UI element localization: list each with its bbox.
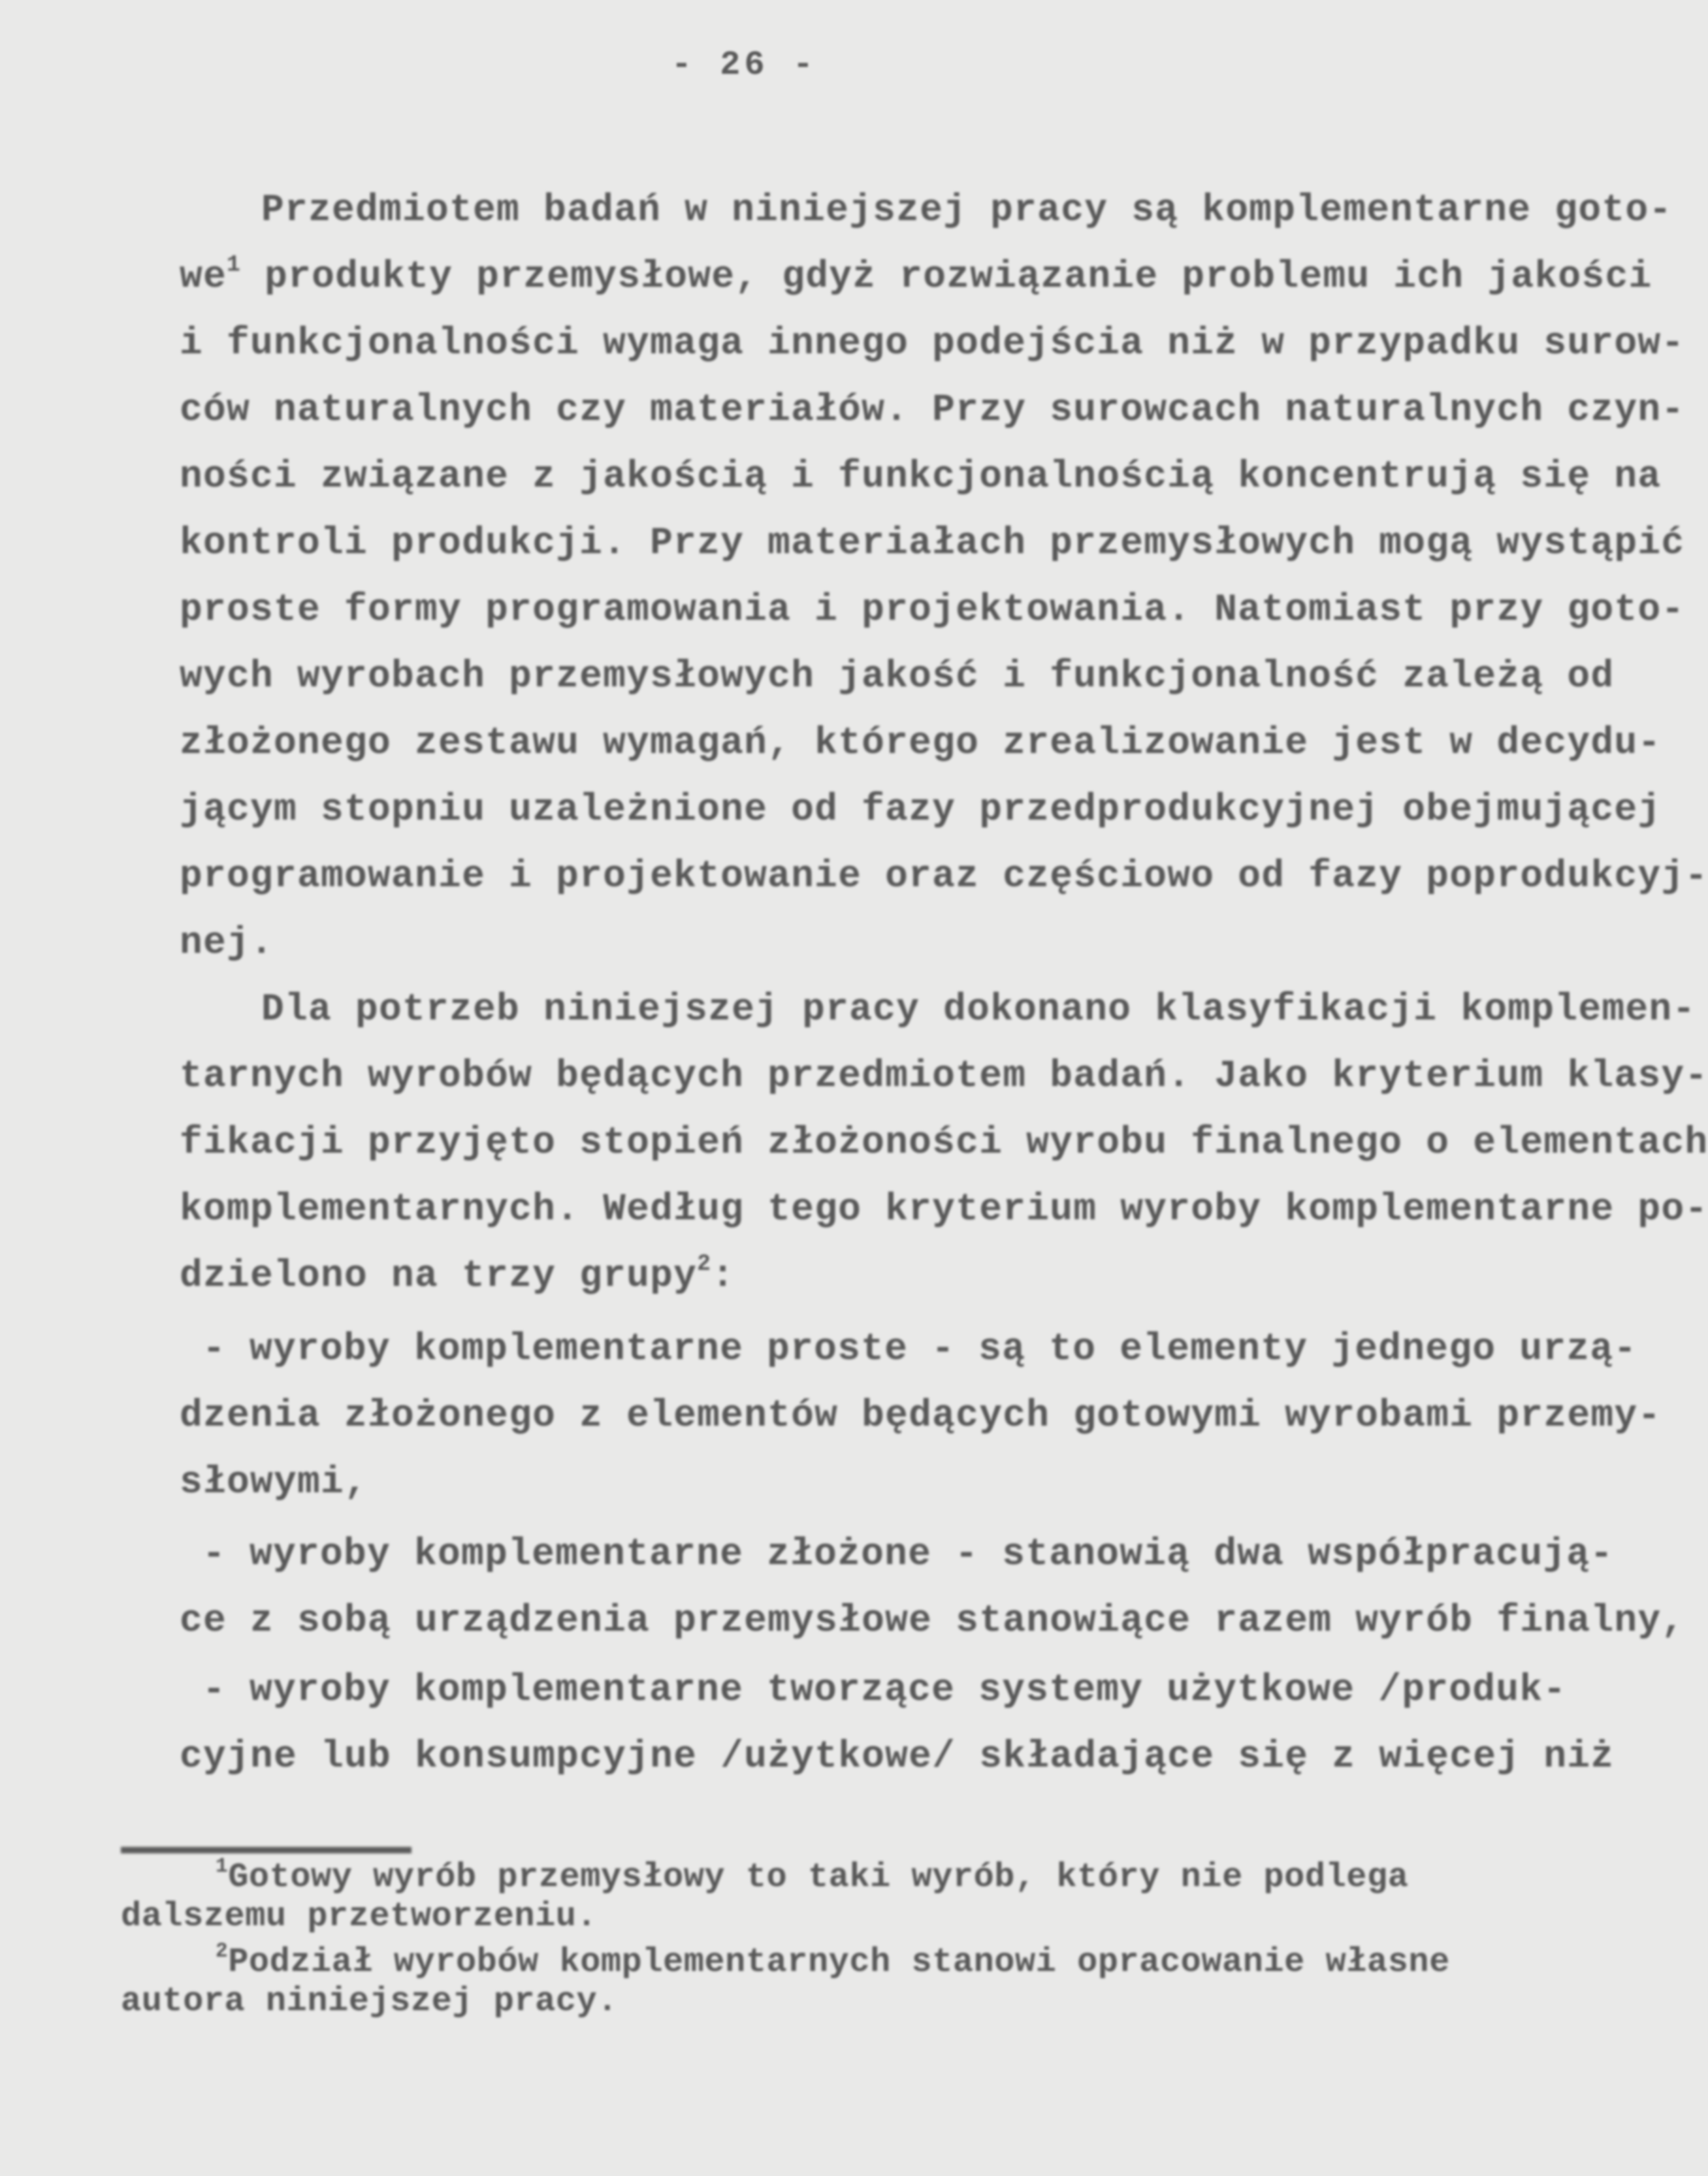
footnote-number: 1 bbox=[216, 1855, 229, 1879]
text-fragment: dzielono na trzy grupy bbox=[180, 1255, 698, 1298]
text-line: nej. bbox=[180, 922, 274, 965]
text-line: dalszemu przetworzeniu. bbox=[121, 1897, 598, 1936]
text-line: programowanie i projektowanie oraz częściowo od fazy poprodukcyj- bbox=[180, 856, 1708, 898]
text-line: cyjne lub konsumpcyjne /użytkowe/ składające się z więcej niż bbox=[180, 1736, 1615, 1778]
text-line: Dla potrzeb niniejszej pracy dokonano klasyfikacji komplemen- bbox=[261, 989, 1696, 1031]
text-line bbox=[216, 1855, 1409, 1896]
text-fragment: produkty przemysłowe, gdyż rozwiązanie problemu ich jakości bbox=[241, 256, 1652, 298]
text-line: komplementarnych. Według tego kryterium wyroby komplementarne po- bbox=[180, 1189, 1708, 1231]
text-line: tarnych wyrobów będących przedmiotem badań. Jako kryterium klasy- bbox=[180, 1055, 1708, 1098]
text-line: jącym stopniu uzależnione od fazy przedprodukcyjnej obejmującej bbox=[180, 789, 1662, 831]
text-line: fikacji przyjęto stopień złożoności wyrobu finalnego o elementach bbox=[180, 1122, 1708, 1164]
text-line: ności związane z jakością i funkcjonalnością koncentrują się na bbox=[180, 456, 1662, 498]
text-line: ców naturalnych czy materiałów. Przy surowcach naturalnych czyn- bbox=[180, 389, 1685, 432]
text-fragment: Gotowy wyrób przemysłowy to taki wyrób, który nie podlega bbox=[228, 1858, 1409, 1896]
text-line bbox=[180, 252, 1652, 298]
text-line: proste formy programowania i projektowania. Natomiast przy goto- bbox=[180, 589, 1685, 632]
text-line: dzenia złożonego z elementów będących gotowymi wyrobami przemy- bbox=[180, 1395, 1662, 1437]
text-line: ce z sobą urządzenia przemysłowe stanowiące razem wyrób finalny, bbox=[180, 1600, 1685, 1642]
text-line: Przedmiotem badań w niniejszej pracy są komplementarne goto- bbox=[261, 189, 1673, 232]
footnote-marker-2: 2 bbox=[697, 1251, 712, 1277]
text-line: złożonego zestawu wymagań, którego zrealizowanie jest w decydu- bbox=[180, 722, 1662, 765]
text-line: - wyroby komplementarne proste - są to elementy jednego urzą- bbox=[202, 1328, 1637, 1371]
text-line: i funkcjonalności wymaga innego podejścia niż w przypadku surow- bbox=[180, 323, 1685, 365]
text-line: autora niniejszej pracy. bbox=[121, 1982, 618, 2021]
text-line: - wyroby komplementarne złożone - stanowią dwa współpracują- bbox=[202, 1533, 1614, 1576]
footnote-marker-1: 1 bbox=[227, 252, 242, 278]
text-line bbox=[180, 1251, 735, 1298]
text-fragment: : bbox=[711, 1255, 735, 1298]
page-number: - 26 - bbox=[671, 46, 818, 84]
text-line: wych wyrobach przemysłowych jakość i funkcjonalność zależą od bbox=[180, 656, 1615, 698]
footnote-separator bbox=[121, 1847, 411, 1853]
text-line: słowymi, bbox=[180, 1462, 368, 1504]
text-line: kontroli produkcji. Przy materiałach przemysłowych mogą wystąpić bbox=[180, 522, 1685, 565]
text-line: - wyroby komplementarne tworzące systemy użytkowe /produk- bbox=[202, 1669, 1567, 1712]
text-fragment: we bbox=[180, 256, 227, 298]
text-line bbox=[216, 1940, 1450, 1981]
text-fragment: Podział wyrobów komplementarnych stanowi opracowanie własne bbox=[228, 1943, 1450, 1981]
footnote-number: 2 bbox=[216, 1940, 229, 1964]
